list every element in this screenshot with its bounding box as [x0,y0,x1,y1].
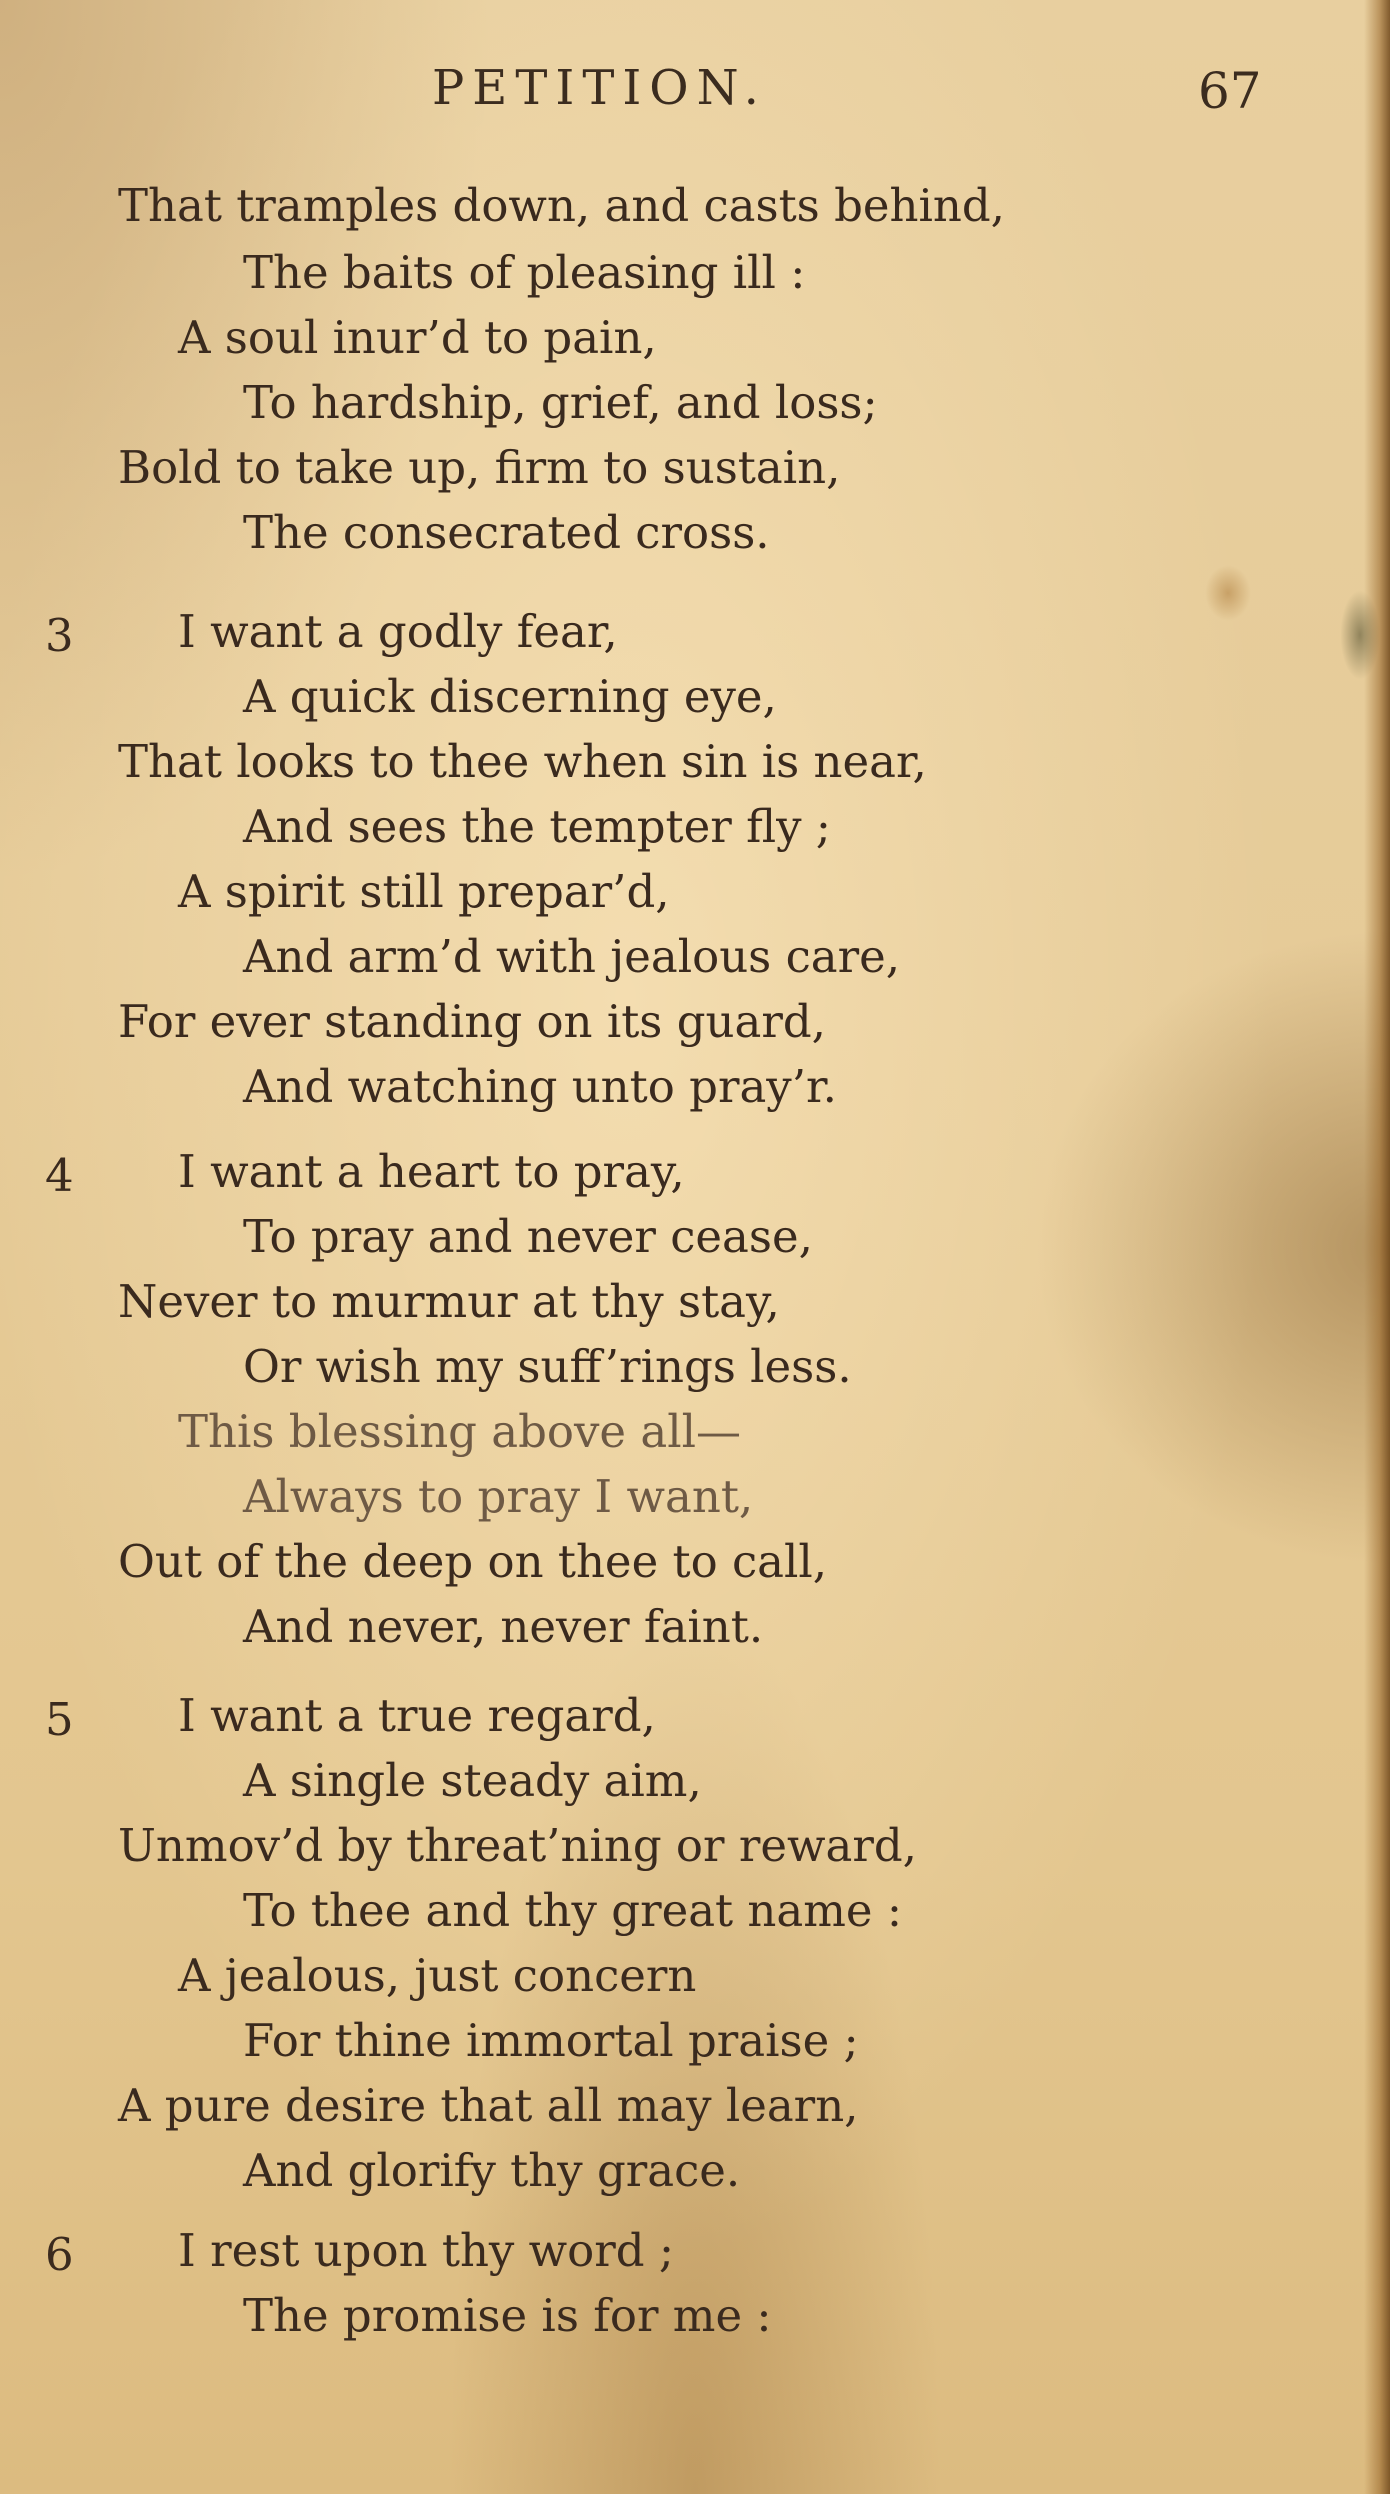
poem-line: And arm’d with jealous care, [243,930,901,983]
poem-line: To pray and never cease, [243,1210,813,1263]
poem-line: This blessing above all— [178,1405,741,1458]
ink-stain [1340,590,1380,680]
running-title: PETITION. [432,60,767,116]
running-head [0,60,1390,130]
poem-line: To thee and thy great name : [243,1884,903,1937]
poem-line: A spirit still prepar’d, [178,865,670,918]
verse-number: 3 [45,609,74,662]
poem-line: Never to murmur at thy stay, [118,1275,780,1328]
poem-line: The consecrated cross. [243,506,770,559]
verse-number: 5 [45,1693,74,1746]
poem-line: And sees the tempter fly ; [243,800,831,853]
poem-line: A pure desire that all may learn, [118,2079,859,2132]
poem-line: A soul inur’d to pain, [178,311,657,364]
poem-line: For thine immortal praise ; [243,2014,859,2067]
poem-line: A single steady aim, [243,1754,702,1807]
poem-line: That looks to thee when sin is near, [118,735,927,788]
poem-line: Or wish my suff’rings less. [243,1340,852,1393]
poem-line: A quick discerning eye, [243,670,777,723]
poem-line: And never, never faint. [243,1600,764,1653]
poem-line: Out of the deep on thee to call, [118,1535,828,1588]
verse-number: 6 [45,2228,74,2281]
poem-line: That tramples down, and casts behind, [118,179,1005,232]
poem-line: A jealous, just concern [178,1949,697,2002]
poem-line: I want a godly fear, [178,605,618,658]
poem-line: I want a true regard, [178,1689,656,1742]
poem-line: Always to pray I want, [243,1470,754,1523]
poem-line: The baits of pleasing ill : [243,246,806,299]
ink-stain [1205,565,1251,621]
poem-line: The promise is for me : [243,2289,772,2342]
page-number: 67 [1198,62,1262,120]
poem-line: Unmov’d by threat’ning or reward, [118,1819,917,1872]
page-spine-edge [1364,0,1390,2494]
poem-line: For ever standing on its guard, [118,995,826,1048]
poem-line: Bold to take up, firm to sustain, [118,441,841,494]
poem-line: I want a heart to pray, [178,1145,685,1198]
poem-line: And watching unto pray’r. [243,1060,837,1113]
poem-line: To hardship, grief, and loss; [243,376,878,429]
poem-line: And glorify thy grace. [243,2144,741,2197]
poem-line: I rest upon thy word ; [178,2224,675,2277]
verse-number: 4 [45,1149,74,1202]
